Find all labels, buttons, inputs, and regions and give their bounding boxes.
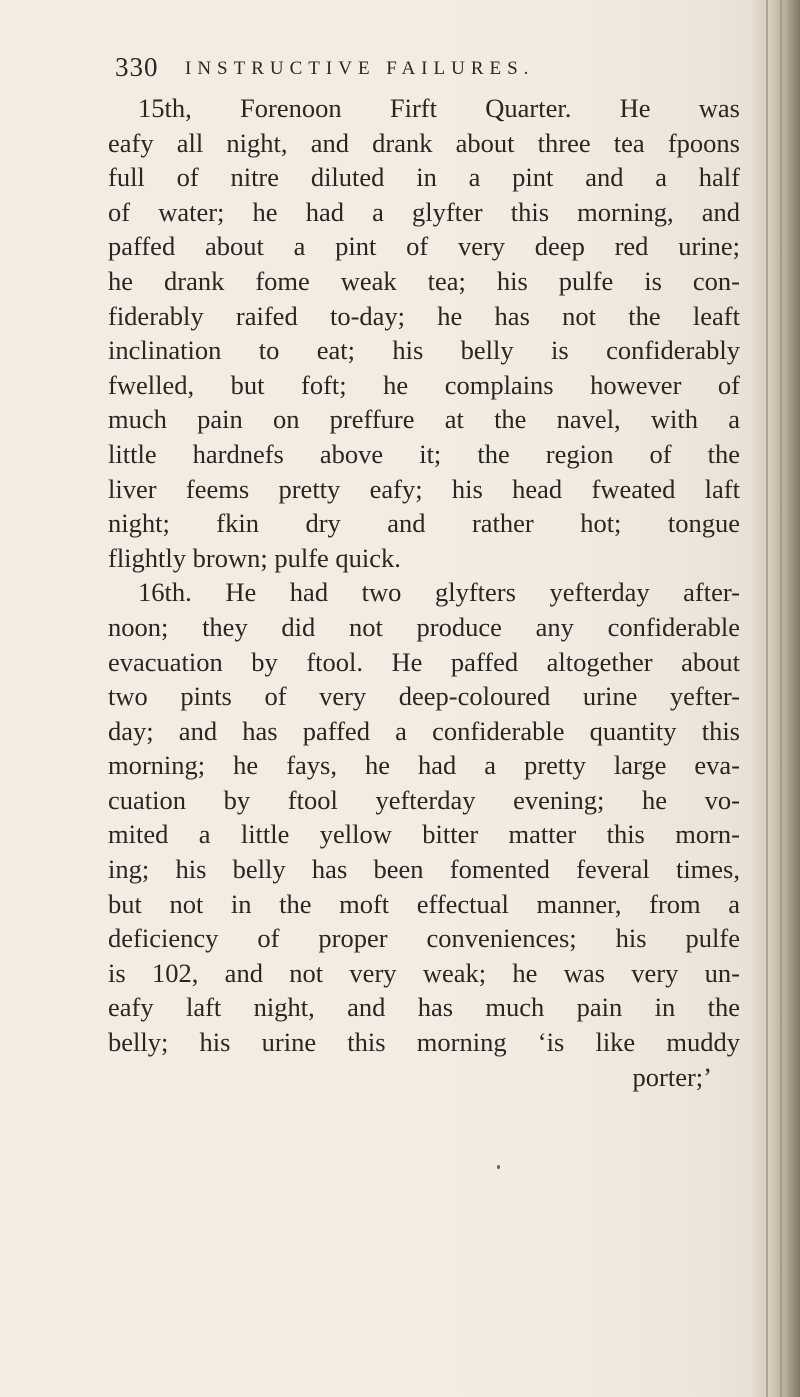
text-line: two pints of very deep-coloured urine yefter- (108, 681, 740, 712)
text-line: night; fkin dry and rather hot; tongue (108, 508, 740, 539)
text-line: fiderably raifed to-day; he has not the leaft (108, 300, 740, 331)
gutter-edge (766, 0, 768, 1397)
text-line: cuation by ftool yefterday evening; he vo- (108, 784, 740, 815)
text-line: eafy laft night, and has much pain in the (108, 992, 740, 1023)
text-line: he drank fome weak tea; his pulfe is con- (108, 265, 740, 296)
text-line: flightly brown; pulfe quick. (108, 542, 401, 573)
running-head (115, 52, 675, 88)
text-line: liver feems pretty eafy; his head fweated laft (108, 473, 740, 504)
text-line: belly; his urine this morning ‘is like muddy (108, 1027, 740, 1058)
text-line: much pain on preffure at the navel, with a (108, 404, 740, 435)
body-text (108, 91, 740, 1094)
text-line: fwelled, but foft; he complains however of (108, 369, 740, 400)
text-line: evacuation by ftool. He paffed altogether about (108, 646, 740, 677)
text-line: but not in the moft effectual manner, from a (108, 888, 740, 919)
text-line: porter;’ (632, 1061, 712, 1092)
text-line: day; and has paffed a confiderable quantity this (108, 715, 740, 746)
running-title: INSTRUCTIVE FAILURES. (185, 58, 535, 79)
text-line: deficiency of proper conveniences; his pulfe (108, 923, 740, 954)
text-line: little hardnefs above it; the region of the (108, 438, 740, 469)
text-line: paffed about a pint of very deep red urine; (108, 231, 740, 262)
text-line: full of nitre diluted in a pint and a half (108, 162, 740, 193)
text-line: of water; he had a glyfter this morning, and (108, 196, 740, 227)
page-gutter (752, 0, 800, 1397)
text-line: mited a little yellow bitter matter this morn- (108, 819, 740, 850)
text-line: inclination to eat; his belly is confiderably (108, 335, 740, 366)
text-line: morning; he fays, he had a pretty large eva- (108, 750, 740, 781)
text-line: eafy all night, and drank about three tea fpoons (108, 127, 740, 158)
text-line: 16th. He had two glyfters yefterday after- (138, 577, 740, 608)
text-line: is 102, and not very weak; he was very un- (108, 957, 740, 988)
text-line: noon; they did not produce any confiderable (108, 611, 740, 642)
paper-speck (497, 1165, 500, 1169)
gutter-edge (780, 0, 782, 1397)
text-line: 15th, Forenoon Firft Quarter. He was (138, 93, 740, 123)
page-number: 330 (115, 52, 159, 82)
text-line: ing; his belly has been fomented feveral times, (108, 854, 740, 885)
